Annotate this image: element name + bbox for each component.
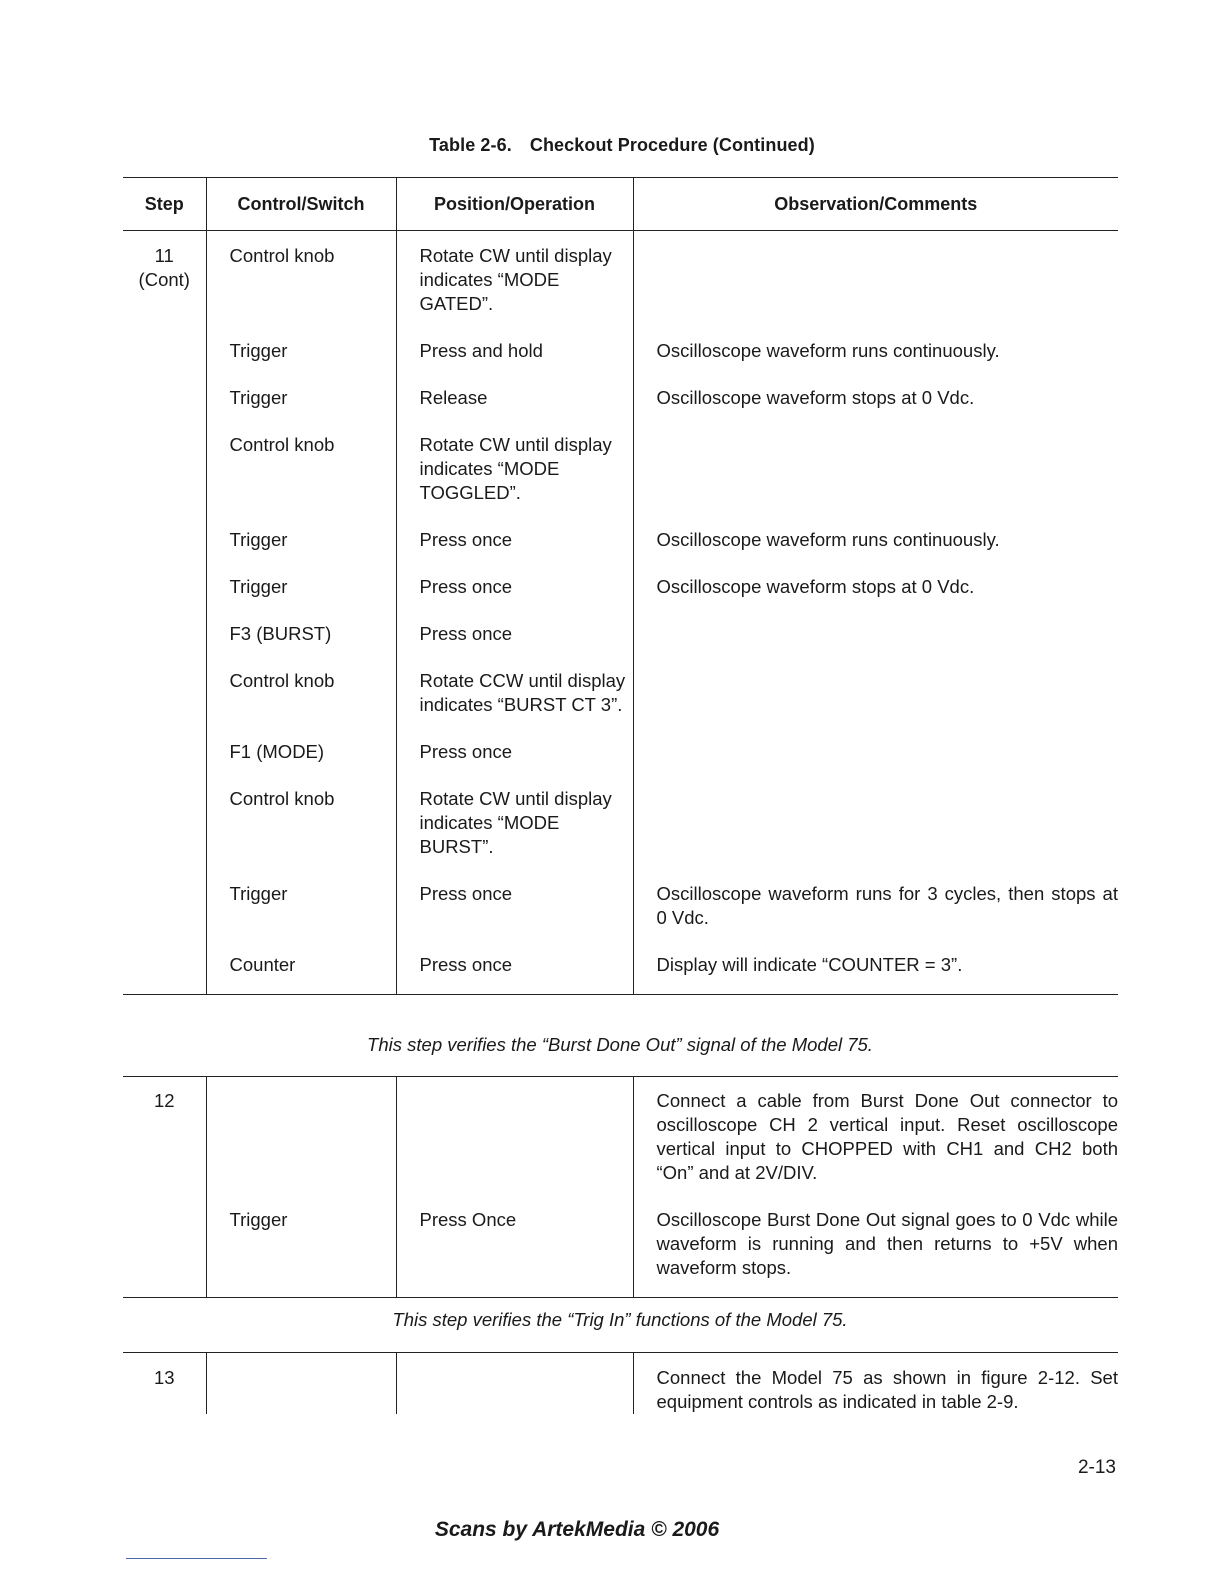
position-cell: Rotate CCW until display indicates “BURST CT 3”. bbox=[396, 669, 633, 740]
corner-rule bbox=[126, 1558, 267, 1559]
table-row bbox=[123, 1077, 1118, 1209]
observation-cell bbox=[633, 740, 1118, 787]
control-cell: Trigger bbox=[206, 575, 396, 622]
position-cell bbox=[396, 1353, 633, 1415]
observation-cell: Oscilloscope Burst Done Out signal goes to 0 Vdc while waveform is running and then returns to +5V when waveform stops. bbox=[633, 1208, 1118, 1298]
control-cell: F1 (MODE) bbox=[206, 740, 396, 787]
table-row bbox=[123, 882, 1118, 953]
position-cell: Press once bbox=[396, 622, 633, 669]
table-row bbox=[123, 386, 1118, 433]
table-row bbox=[123, 339, 1118, 386]
position-cell: Rotate CW until display indicates “MODE GATED”. bbox=[396, 231, 633, 340]
table-caption: Checkout Procedure (Continued) bbox=[529, 135, 815, 155]
control-cell: Counter bbox=[206, 953, 396, 995]
control-cell: Trigger bbox=[206, 882, 396, 953]
control-cell: Control knob bbox=[206, 669, 396, 740]
observation-cell: Oscilloscope waveform stops at 0 Vdc. bbox=[633, 386, 1118, 433]
observation-cell bbox=[633, 231, 1118, 340]
step-number: 11 bbox=[154, 245, 174, 266]
table-title bbox=[0, 135, 1224, 156]
observation-cell: Oscilloscope waveform runs continuously. bbox=[633, 528, 1118, 575]
control-cell bbox=[206, 1077, 396, 1209]
table-row bbox=[123, 740, 1118, 787]
position-cell: Rotate CW until display indicates “MODE BURST”. bbox=[396, 787, 633, 882]
observation-cell: Oscilloscope waveform runs continuously. bbox=[633, 339, 1118, 386]
position-cell: Press once bbox=[396, 528, 633, 575]
position-cell: Press and hold bbox=[396, 339, 633, 386]
table-row bbox=[123, 953, 1118, 995]
control-cell: Trigger bbox=[206, 386, 396, 433]
step-12-table bbox=[123, 1076, 1118, 1298]
step-cont: (Cont) bbox=[138, 269, 190, 290]
step-13-table bbox=[123, 1352, 1118, 1414]
header-control: Control/Switch bbox=[206, 178, 396, 231]
position-cell: Press once bbox=[396, 575, 633, 622]
step-cell bbox=[123, 231, 206, 995]
control-cell: F3 (BURST) bbox=[206, 622, 396, 669]
page-number: 2-13 bbox=[1077, 1457, 1116, 1478]
position-cell: Press once bbox=[396, 953, 633, 995]
table-row bbox=[123, 622, 1118, 669]
step-13-note: This step verifies the “Trig In” functions of the Model 75. bbox=[392, 1309, 848, 1330]
observation-cell: Oscilloscope waveform runs for 3 cycles, then stops at 0 Vdc. bbox=[633, 882, 1118, 953]
observation-cell: Connect the Model 75 as shown in figure 2-12. Set equipment controls as indicated in table 2-9. bbox=[633, 1353, 1118, 1415]
table-row bbox=[123, 575, 1118, 622]
header-position: Position/Operation bbox=[396, 178, 633, 231]
position-cell: Press Once bbox=[396, 1208, 633, 1298]
observation-cell: Connect a cable from Burst Done Out connector to oscilloscope CH 2 vertical input. Reset oscilloscope vertical input to CHOPPED with CH1 and CH2 both “On” and at 2V/DIV. bbox=[633, 1077, 1118, 1209]
control-cell: Trigger bbox=[206, 528, 396, 575]
control-cell: Trigger bbox=[206, 1208, 396, 1298]
scan-credit: Scans by ArtekMedia © 2006 bbox=[434, 1518, 720, 1541]
observation-cell bbox=[633, 669, 1118, 740]
step-12-note: This step verifies the “Burst Done Out” signal of the Model 75. bbox=[367, 1034, 873, 1055]
control-cell: Control knob bbox=[206, 787, 396, 882]
position-cell: Press once bbox=[396, 882, 633, 953]
position-cell: Press once bbox=[396, 740, 633, 787]
header-step: Step bbox=[123, 178, 206, 231]
control-cell: Trigger bbox=[206, 339, 396, 386]
table-row bbox=[123, 231, 1118, 340]
table-row bbox=[123, 1353, 1118, 1415]
observation-cell: Display will indicate “COUNTER = 3”. bbox=[633, 953, 1118, 995]
control-cell: Control knob bbox=[206, 231, 396, 340]
header-observation: Observation/Comments bbox=[633, 178, 1118, 231]
control-cell: Control knob bbox=[206, 433, 396, 528]
table-row bbox=[123, 433, 1118, 528]
table-number: Table 2-6. bbox=[429, 135, 512, 155]
position-cell bbox=[396, 1077, 633, 1209]
observation-cell bbox=[633, 433, 1118, 528]
table-row bbox=[123, 1208, 1118, 1298]
control-cell bbox=[206, 1353, 396, 1415]
table-row bbox=[123, 528, 1118, 575]
observation-cell bbox=[633, 787, 1118, 882]
header-row bbox=[123, 178, 1118, 231]
step-number: 13 bbox=[153, 1367, 175, 1388]
observation-cell: Oscilloscope waveform stops at 0 Vdc. bbox=[633, 575, 1118, 622]
table-row bbox=[123, 787, 1118, 882]
table-row bbox=[123, 669, 1118, 740]
position-cell: Rotate CW until display indicates “MODE TOGGLED”. bbox=[396, 433, 633, 528]
checkout-procedure-table bbox=[123, 177, 1118, 995]
observation-cell bbox=[633, 622, 1118, 669]
position-cell: Release bbox=[396, 386, 633, 433]
step-number: 12 bbox=[153, 1090, 175, 1111]
